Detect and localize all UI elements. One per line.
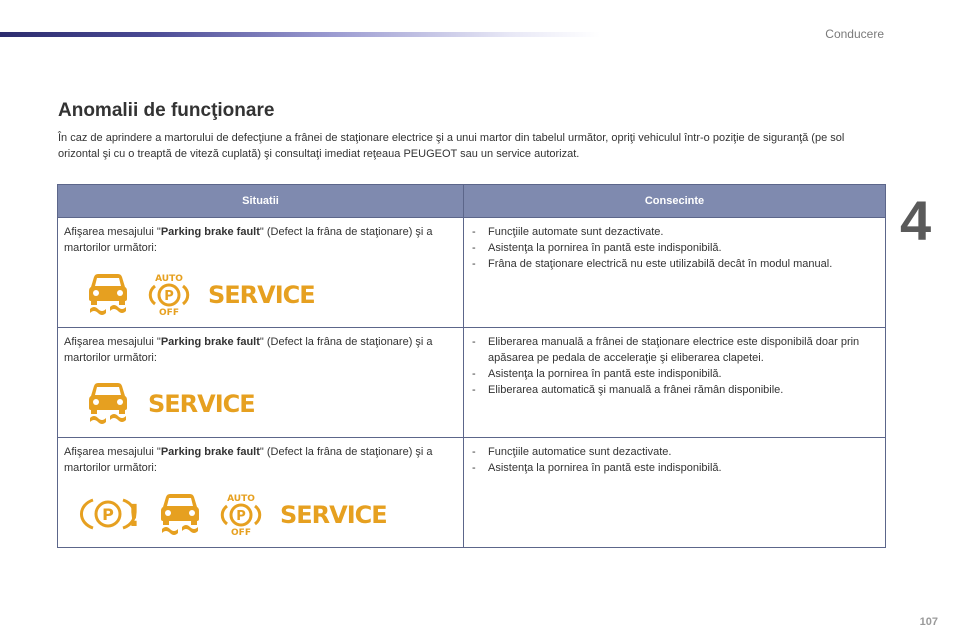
warning-icons — [86, 492, 457, 536]
svg-text:OFF: OFF — [159, 308, 179, 318]
page-number: 107 — [919, 616, 938, 628]
situation-text: Afişarea mesajului "Parking brake fault" (Defect la frâna de staţionare) şi a martorilor următori: — [64, 446, 433, 474]
consequence-cell — [464, 218, 886, 328]
consequence-list — [470, 334, 879, 398]
list-item: - Eliberarea automatică şi manuală a frânei rămân disponibile. — [470, 382, 879, 398]
header-consequences: Consecinte — [464, 185, 886, 218]
list-item: - Asistenţa la pornirea în pantă este indisponibilă. — [470, 460, 879, 476]
header-situations: Situatii — [58, 185, 464, 218]
list-item: - Eliberarea manuală a frânei de staţionare electrice este disponibilă doar prin apăsarea pe pedala de acceleraţie şi eliberarea clapetei. — [470, 334, 879, 366]
warning-icons — [86, 272, 457, 316]
service-warning-icon — [148, 388, 255, 418]
list-item: - Asistenţa la pornirea în pantă este indisponibilă. — [470, 366, 879, 382]
header-gradient-bar — [0, 32, 600, 37]
auto-parking-brake-off-icon — [220, 492, 262, 536]
auto-parking-brake-off-icon — [148, 272, 190, 316]
list-item: - Funcţiile automate sunt dezactivate. — [470, 224, 879, 240]
service-warning-icon — [208, 279, 315, 309]
svg-text:SERVICE: SERVICE — [280, 501, 387, 529]
skid-control-icon — [158, 493, 202, 535]
svg-text:OFF: OFF — [231, 528, 251, 538]
situation-text: Afişarea mesajului "Parking brake fault" (Defect la frâna de staţionare) şi a martorilor următori: — [64, 336, 433, 364]
intro-paragraph: În caz de aprindere a martorului de defecţiune a frânei de staţionare electrice şi a unui martor din tabelul următor, opriţi vehiculul într-o poziţie de siguranţă (pe sol orizontal şi cu o treaptă de viteză cuplată) şi consultaţi imediat reţeaua PEUGEOT sau un service autorizat. — [58, 132, 845, 160]
list-item: - Frâna de staţionare electrică nu este utilizabilă decât în modul manual. — [470, 256, 879, 272]
skid-control-icon — [86, 273, 130, 315]
consequence-list — [470, 444, 879, 476]
svg-text:P: P — [236, 509, 246, 524]
warning-icons — [86, 382, 457, 424]
table-row — [58, 438, 886, 548]
skid-control-icon — [86, 382, 130, 424]
chapter-number: 4 — [900, 189, 932, 252]
list-item: - Funcţiile automatice sunt dezactivate. — [470, 444, 879, 460]
service-warning-icon — [280, 499, 387, 529]
svg-text:AUTO: AUTO — [227, 494, 255, 504]
svg-text:SERVICE: SERVICE — [148, 390, 255, 418]
svg-text:AUTO: AUTO — [155, 274, 183, 284]
consequence-cell — [464, 328, 886, 438]
svg-text:P: P — [164, 289, 174, 304]
parking-brake-fault-icon — [86, 494, 140, 534]
situation-cell — [58, 218, 464, 328]
list-item: - Asistenţa la pornirea în pantă este indisponibilă. — [470, 240, 879, 256]
situation-text: Afişarea mesajului "Parking brake fault" (Defect la frâna de staţionare) şi a martorilor următori: — [64, 226, 433, 254]
situation-cell — [58, 328, 464, 438]
situation-cell — [58, 438, 464, 548]
consequence-cell — [464, 438, 886, 548]
consequence-list — [470, 224, 879, 272]
page-title: Anomalii de funcţionare — [58, 100, 275, 121]
table-row — [58, 218, 886, 328]
svg-text:!: ! — [127, 499, 141, 534]
section-label: Conducere — [825, 27, 884, 41]
table-row — [58, 328, 886, 438]
svg-text:SERVICE: SERVICE — [208, 281, 315, 309]
svg-text:P: P — [102, 505, 114, 524]
anomalies-table — [57, 184, 886, 548]
